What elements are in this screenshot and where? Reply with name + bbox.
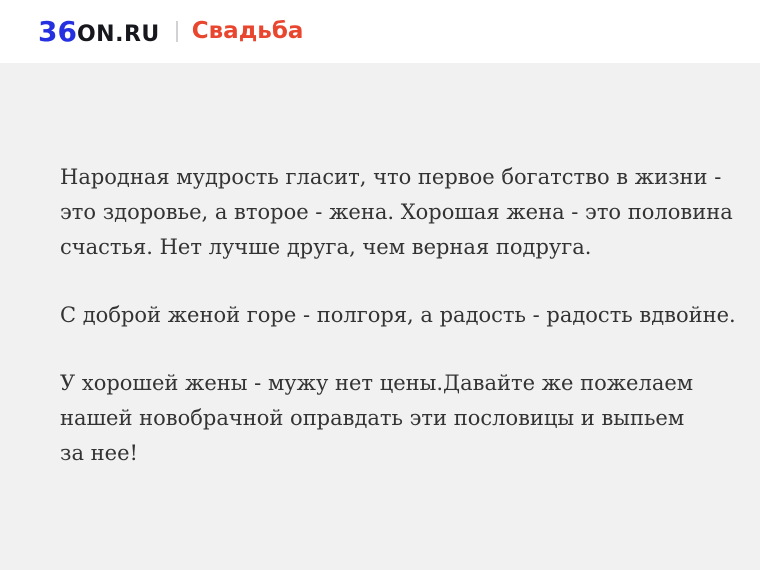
site-logo[interactable] (38, 14, 160, 48)
paragraph-3 (60, 366, 705, 471)
logo-number: 36 (38, 14, 77, 48)
logo-domain: ON.RU (76, 21, 160, 47)
site-header (0, 0, 760, 63)
paragraph-2 (60, 298, 736, 333)
text-line: С доброй женой горе - полгоря, а радость - радость вдвойне. (60, 303, 736, 327)
text-line: это здоровье, а второе - жена. Хорошая жена - это половина (60, 200, 733, 224)
section-link-svadba[interactable]: Свадьба (191, 18, 304, 44)
text-line: нашей новобрачной оправдать эти пословицы и выпьем (60, 406, 685, 430)
text-line: Народная мудрость гласит, что первое богатство в жизни - (60, 165, 722, 189)
header-divider (176, 21, 178, 42)
text-line: за нее! (60, 441, 138, 465)
text-line: У хорошей жены - мужу нет цены.Давайте же пожелаем (60, 371, 694, 395)
text-line: счастья. Нет лучше друга, чем верная подруга. (60, 235, 592, 259)
article-body (0, 63, 760, 570)
paragraph-1 (60, 160, 733, 265)
